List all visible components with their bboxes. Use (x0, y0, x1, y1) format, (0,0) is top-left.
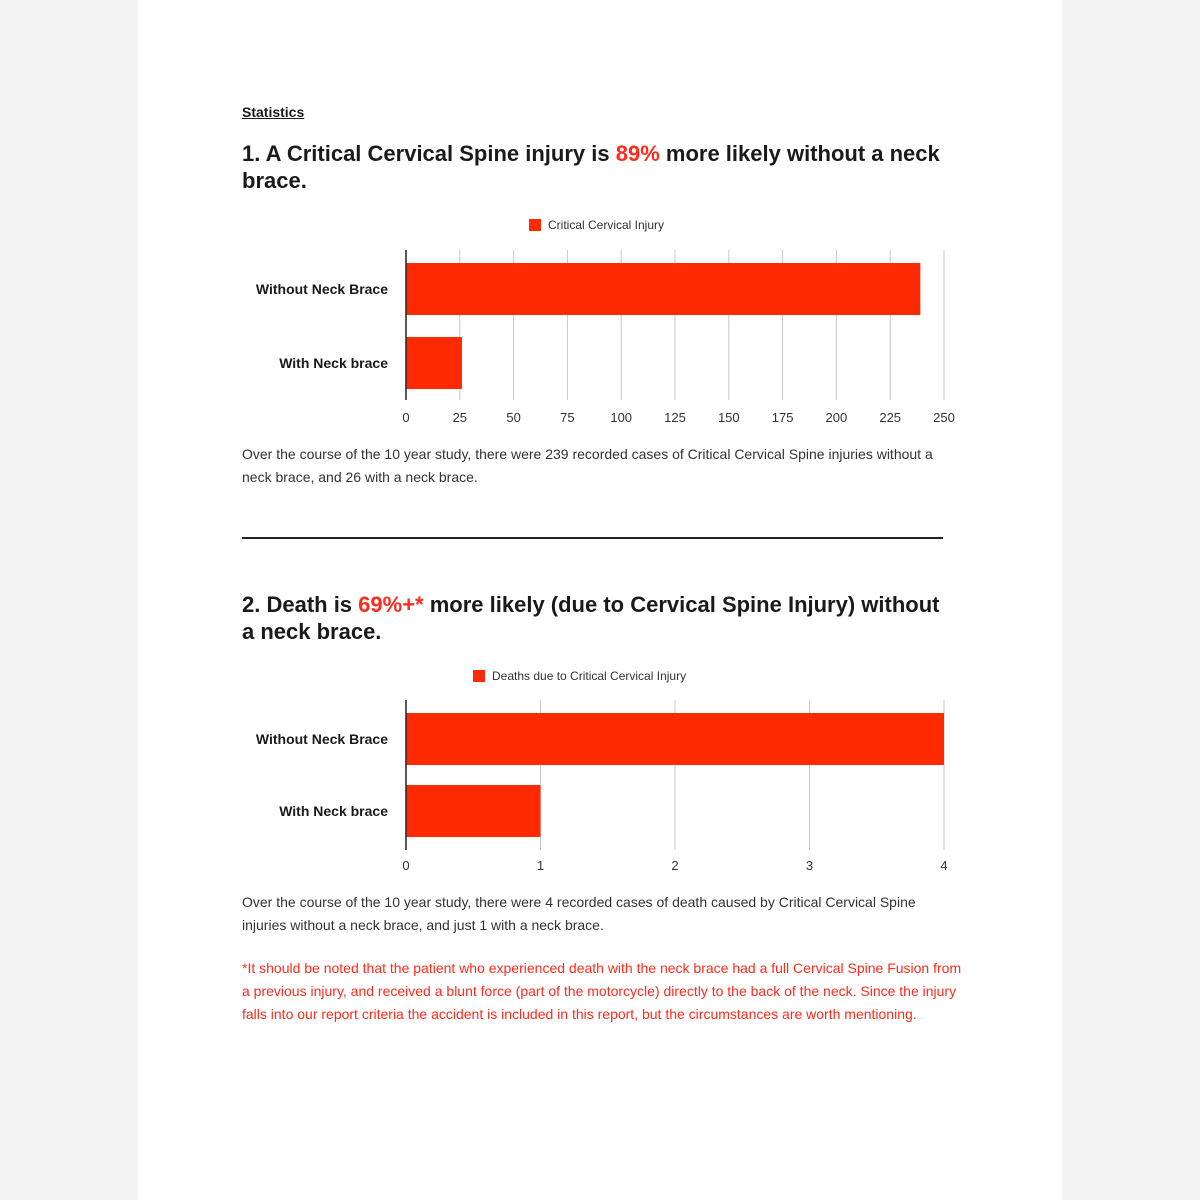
stat2-heading-before: 2. Death is (242, 592, 359, 617)
chart1-legend (529, 218, 664, 232)
chart1-tick-label: 150 (717, 410, 740, 425)
stat2-heading (242, 591, 942, 645)
chart2-legend-label: Deaths due to Critical Cervical Injury (492, 669, 687, 683)
chart2-legend-swatch (473, 670, 485, 682)
stat2-heading-after: more likely (due to Cervical Spine Injury) without a neck brace. (242, 592, 940, 644)
chart1-tick-label: 200 (825, 410, 848, 425)
chart1-tick-label: 100 (610, 410, 633, 425)
chart2-bar (406, 785, 541, 837)
chart2-tick-label: 4 (940, 858, 948, 873)
stat1-heading (242, 140, 942, 194)
stat1-caption: Over the course of the 10 year study, there were 239 recorded cases of Critical Cervical Spine injuries without a neck brace, and 26 with a neck brace. (242, 446, 933, 485)
chart2-category-label: Without Neck Brace (255, 731, 388, 747)
chart1-tick-label: 25 (452, 410, 468, 425)
chart2-tick-label: 0 (402, 858, 410, 873)
chart1-bar (406, 263, 920, 315)
chart2-bar-chart (242, 690, 972, 880)
chart1-tick-label: 75 (560, 410, 575, 425)
chart2-tick-label: 1 (536, 858, 545, 873)
chart1-tick-label: 0 (402, 410, 410, 425)
footnote: *It should be noted that the patient who experienced death with the neck brace had a full Cervical Spine Fusion from a previous injury, and received a blunt force (part of the motorcycle) directly to the back of the neck. Since the injury falls into our report criteria the accident is included in this report, but the circumstances are worth mentioning. (242, 960, 962, 1022)
chart2-tick-label: 2 (671, 858, 679, 873)
chart2-category-label: With Neck brace (279, 803, 388, 819)
chart1-tick-label: 250 (933, 410, 955, 425)
section-divider (242, 537, 943, 539)
stat2-highlight: 69%+* (358, 592, 424, 617)
chart1-tick-label: 125 (664, 410, 686, 425)
chart2-legend (473, 669, 686, 683)
chart1-tick-label: 225 (879, 410, 902, 425)
stat1-heading-before: 1. A Critical Cervical Spine injury is (242, 141, 616, 166)
stat2-caption: Over the course of the 10 year study, there were 4 recorded cases of death caused by Critical Cervical Spine injuries without a neck brace, and just 1 with a neck brace. (242, 894, 916, 933)
chart1-tick-label: 50 (506, 410, 521, 425)
stat1-highlight: 89% (615, 141, 660, 166)
chart2-bar (406, 713, 944, 765)
stat1-heading-after: more likely without a neck brace. (242, 141, 940, 193)
chart1-legend-swatch (529, 219, 541, 231)
chart1-legend-label: Critical Cervical Injury (548, 218, 665, 232)
chart1-tick-label: 175 (771, 410, 794, 425)
chart1-category-label: With Neck brace (279, 355, 388, 371)
section-label: Statistics (242, 104, 305, 120)
chart2-tick-label: 3 (805, 858, 814, 873)
chart1-category-label: Without Neck Brace (255, 281, 388, 297)
document-page (138, 0, 1062, 1200)
chart1-bar (406, 337, 462, 389)
chart1-bar-chart (242, 240, 972, 432)
